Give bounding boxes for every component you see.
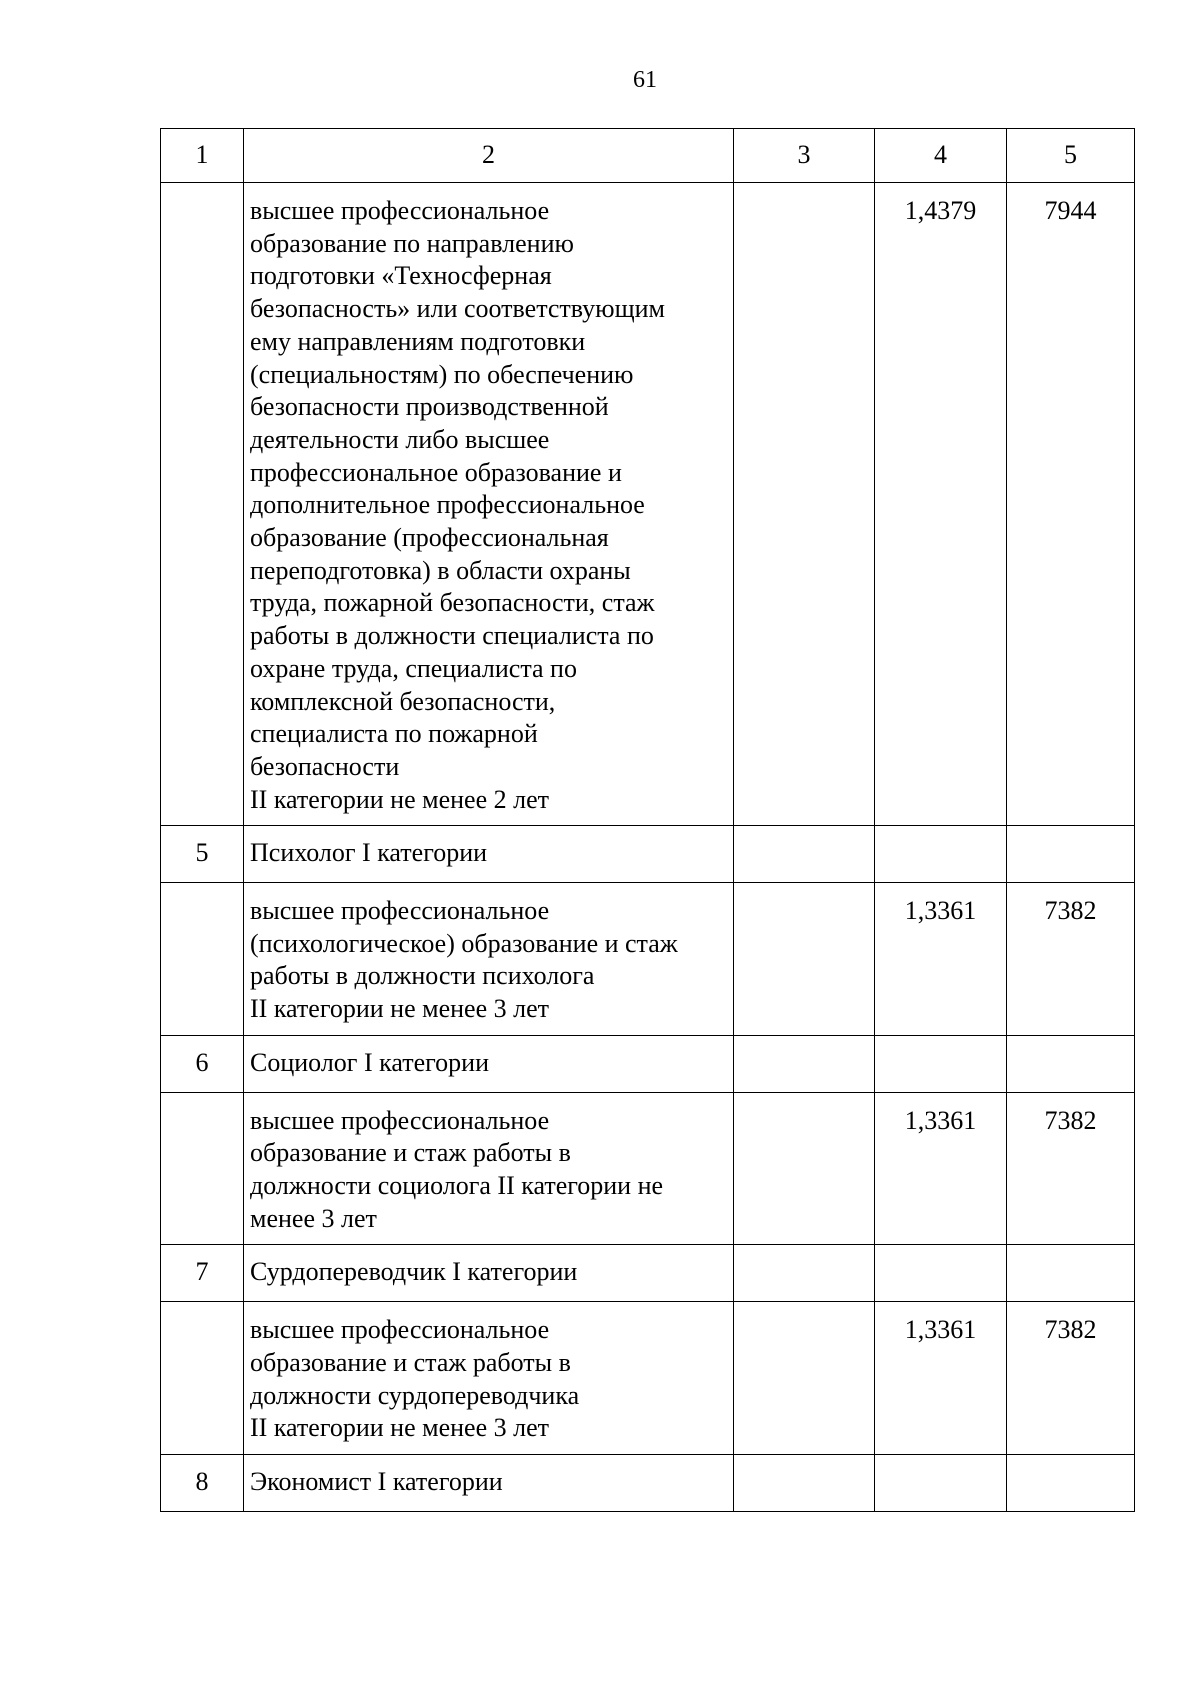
row-number (161, 183, 244, 826)
table-row (161, 1302, 1135, 1455)
row-salary: 7944 (1007, 183, 1135, 826)
row-number (161, 883, 244, 1036)
row-col3 (734, 183, 875, 826)
row-description: высшее профессиональное (психологическое) образование и стаж работы в должности психолога II категории не менее 3 лет (244, 883, 734, 1036)
row-coefficient (875, 826, 1007, 883)
row-number (161, 1092, 244, 1245)
row-coefficient (875, 1245, 1007, 1302)
table-row (161, 826, 1135, 883)
row-position-title: Сурдопереводчик I категории (244, 1245, 734, 1302)
row-position-title: Социолог I категории (244, 1035, 734, 1092)
table-row (161, 1092, 1135, 1245)
row-salary (1007, 1245, 1135, 1302)
table-row (161, 1454, 1135, 1511)
row-position-title: Экономист I категории (244, 1454, 734, 1511)
row-number: 6 (161, 1035, 244, 1092)
table-row (161, 183, 1135, 826)
row-salary: 7382 (1007, 1302, 1135, 1455)
row-coefficient: 1,3361 (875, 1302, 1007, 1455)
row-col3 (734, 826, 875, 883)
header-cell: 3 (734, 129, 875, 183)
row-coefficient (875, 1454, 1007, 1511)
table-row (161, 883, 1135, 1036)
row-salary: 7382 (1007, 883, 1135, 1036)
row-col3 (734, 1245, 875, 1302)
qualification-table (160, 128, 1135, 1512)
row-col3 (734, 883, 875, 1036)
header-cell: 5 (1007, 129, 1135, 183)
row-col3 (734, 1092, 875, 1245)
row-number: 7 (161, 1245, 244, 1302)
header-cell: 4 (875, 129, 1007, 183)
header-cell: 2 (244, 129, 734, 183)
row-number: 8 (161, 1454, 244, 1511)
row-description: высшее профессиональное образование по направлению подготовки «Техносферная безопасность» или соответствующим ему направлениям подготовки (специальностям) по обеспечению безопасности производственной деятельности либо высшее профессиональное образование и дополнительное профессиональное образование (профессиональная переподготовка) в области охраны труда, пожарной безопасности, стаж работы в должности специалиста по охране труда, специалиста по комплексной безопасности, специалиста по пожарной безопасности II категории не менее 2 лет (244, 183, 734, 826)
table-header-row (161, 129, 1135, 183)
row-coefficient (875, 1035, 1007, 1092)
row-number (161, 1302, 244, 1455)
table-row (161, 1245, 1135, 1302)
row-salary (1007, 1035, 1135, 1092)
row-coefficient: 1,3361 (875, 883, 1007, 1036)
page-number: 61 (633, 67, 657, 93)
header-cell: 1 (161, 129, 244, 183)
row-salary (1007, 1454, 1135, 1511)
row-position-title: Психолог I категории (244, 826, 734, 883)
row-col3 (734, 1035, 875, 1092)
row-coefficient: 1,4379 (875, 183, 1007, 826)
row-col3 (734, 1454, 875, 1511)
row-salary (1007, 826, 1135, 883)
table-row (161, 1035, 1135, 1092)
row-coefficient: 1,3361 (875, 1092, 1007, 1245)
row-description: высшее профессиональное образование и стаж работы в должности сурдопереводчика II категории не менее 3 лет (244, 1302, 734, 1455)
row-col3 (734, 1302, 875, 1455)
row-number: 5 (161, 826, 244, 883)
row-salary: 7382 (1007, 1092, 1135, 1245)
row-description: высшее профессиональное образование и стаж работы в должности социолога II категории не менее 3 лет (244, 1092, 734, 1245)
